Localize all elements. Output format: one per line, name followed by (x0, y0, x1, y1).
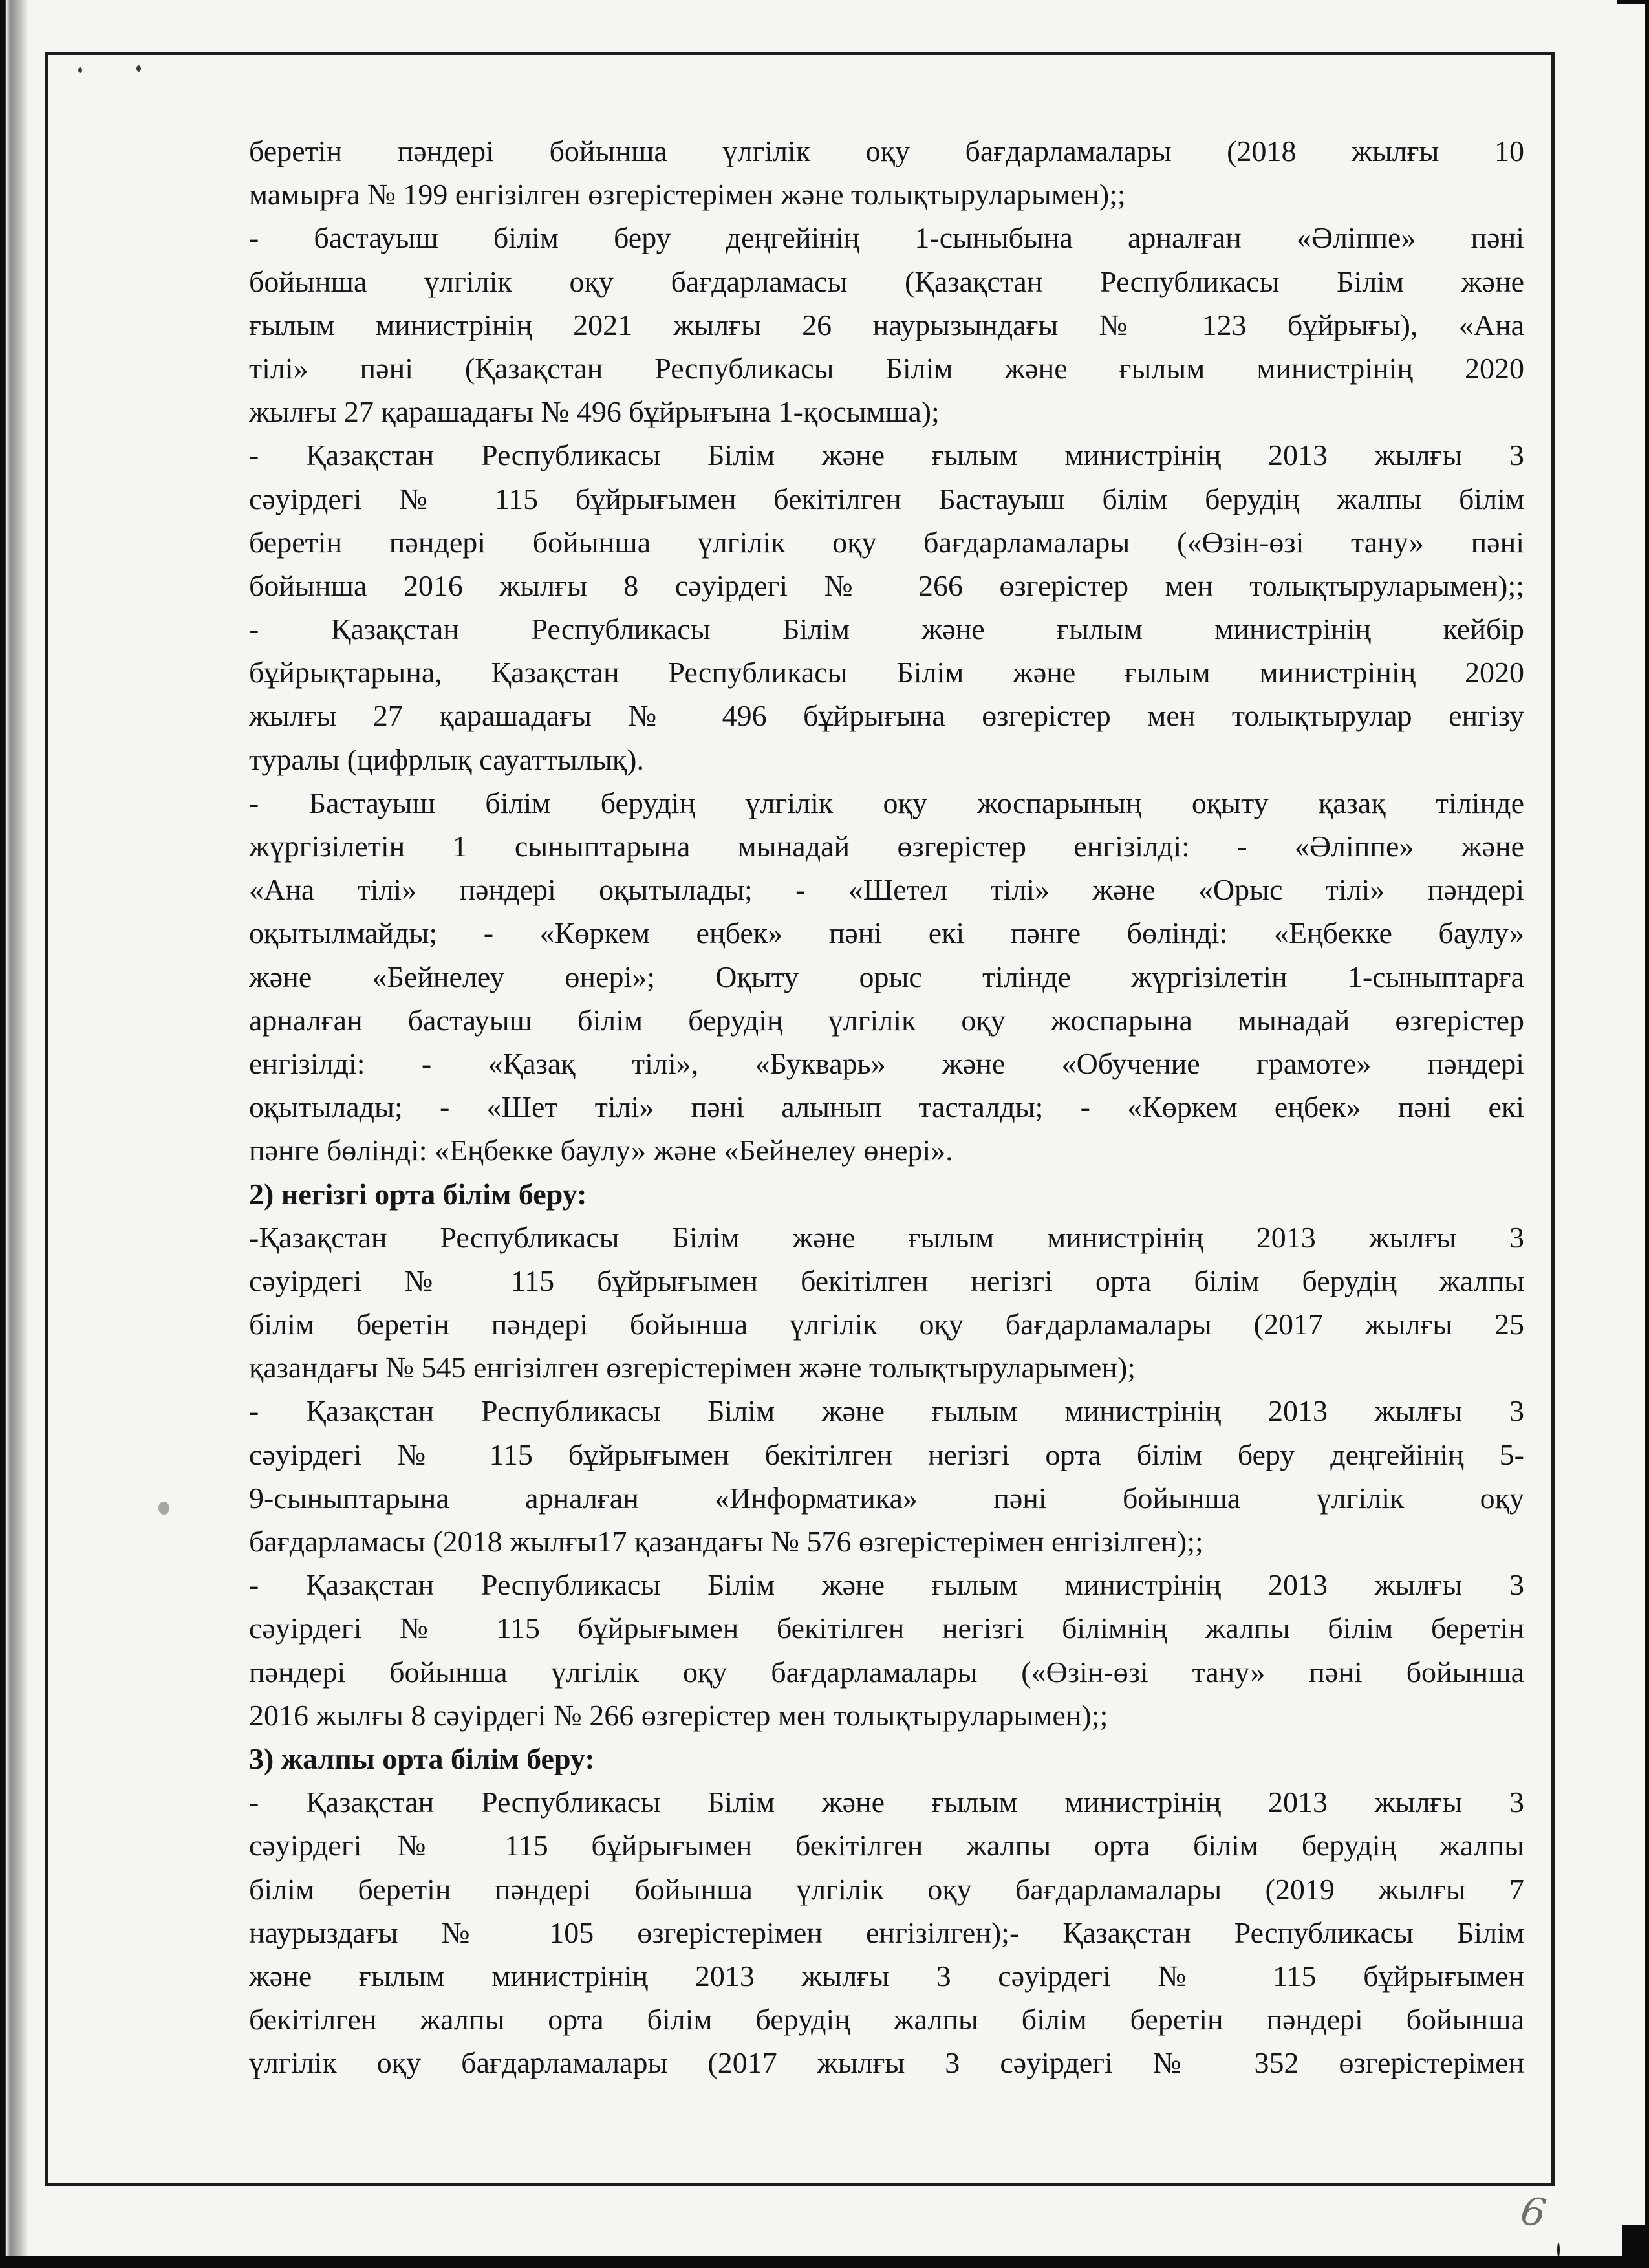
text-line: «Ана тілі» пәндері оқытылады; - «Шетел тілі» және «Орыс тілі» пәндері (249, 873, 1524, 907)
scan-edge-left (0, 0, 28, 2268)
text-line: 9-сыныптарына арналған «Информатика» пәні бойынша үлгілік оқу (249, 1481, 1524, 1515)
text-line: - Қазақстан Республикасы Білім және ғылым министрінің 2013 жылғы 3 (249, 1568, 1524, 1602)
text-line: - Қазақстан Республикасы Білім және ғылым министрінің 2013 жылғы 3 (249, 1786, 1524, 1819)
text-line: сәуірдегі № 115 бұйрығымен бекітілген Бастауыш білім берудің жалпы білім (249, 482, 1524, 515)
text-line: бекітілген жалпы орта білім берудің жалпы білім беретін пәндері бойынша (249, 2003, 1524, 2036)
text-line: туралы (цифрлық сауаттылық). (249, 742, 644, 776)
text-line: бұйрықтарына, Қазақстан Республикасы Білім және ғылым министрінің 2020 (249, 656, 1524, 689)
text-line: наурыздағы № 105 өзгерістерімен енгізілген);- Қазақстан Республикасы Білім (249, 1916, 1524, 1949)
text-line: сәуірдегі № 115 бұйрығымен бекітілген негізгі орта білім берудің жалпы (249, 1264, 1524, 1297)
text-line: 2) негізгі орта білім беру: (249, 1177, 587, 1211)
text-line: және ғылым министрінің 2013 жылғы 3 сәуірдегі № 115 бұйрығымен (249, 1959, 1524, 1993)
document-text-block (249, 129, 1524, 2084)
text-line: беретін пәндері бойынша үлгілік оқу бағдарламалары («Өзін-өзі тану» пәні (249, 525, 1524, 559)
text-line: пәндері бойынша үлгілік оқу бағдарламалары («Өзін-өзі тану» пәні бойынша (249, 1655, 1524, 1689)
scan-speck (78, 67, 82, 73)
text-line: бағдарламасы (2018 жылғы17 қазандағы № 576 өзгерістерімен енгізілген);; (249, 1525, 1203, 1558)
text-line: -Қазақстан Республикасы Білім және ғылым министрінің 2013 жылғы 3 (249, 1220, 1524, 1254)
text-line: сәуірдегі№ 115 бұйрығымен бекітілген жалпы орта білім берудің жалпы (249, 1829, 1524, 1863)
text-line: - Бастауыш білім берудің үлгілік оқу жоспарының оқыту қазақ тілінде (249, 786, 1524, 819)
text-line: арналған бастауыш білім берудің үлгілік оқу жоспарына мынадай өзгерістер (249, 1003, 1524, 1037)
text-line: бойынша үлгілік оқу бағдарламасы (Қазақстан Республикасы Білім және (249, 265, 1524, 298)
scan-smudge (158, 1502, 169, 1515)
scan-speck (1557, 2243, 1560, 2257)
scan-edge-bottom-right-corner (1622, 2225, 1649, 2268)
text-line: бойынша 2016 жылғы 8 сәуірдегі № 266 өзгерістер мен толықтыруларымен);; (249, 568, 1524, 602)
text-line: сәуірдегі № 115 бұйрығымен бекітілген негізгі білімнің жалпы білім беретін (249, 1612, 1524, 1645)
text-line: жүргізілетін 1 сыныптарына мынадай өзгерістер енгізілді: - «Әліппе» және (249, 830, 1524, 863)
text-line: сәуірдегі № 115 бұйрығымен бекітілген негізгі орта білім беру деңгейінің 5- (249, 1438, 1524, 1471)
scan-speck (136, 65, 141, 72)
scan-edge-bottom (0, 2256, 1649, 2268)
text-line: мамырға № 199 енгізілген өзгерістерімен және толықтыруларымен);; (249, 178, 1126, 211)
text-line: тілі» пәні (Қазақстан Республикасы Білім және ғылым министрінің 2020 (249, 351, 1524, 385)
text-line: - бастауыш білім беру деңгейінің 1-сыныбына арналған «Әліппе» пәні (249, 221, 1524, 255)
handwritten-page-number: 6 (1517, 2188, 1549, 2237)
text-line: үлгілік оқу бағдарламалары (2017 жылғы 3 сәуірдегі № 352 өзгерістерімен (249, 2046, 1524, 2080)
text-line: - Қазақстан Республикасы Білім және ғылым министрінің 2013 жылғы 3 (249, 438, 1524, 472)
scan-edge-top-right (1617, 0, 1649, 4)
text-line: және «Бейнелеу өнері»; Оқыту орыс тілінде жүргізілетін 1-сыныптарға (249, 960, 1524, 993)
text-line: 3) жалпы орта білім беру: (249, 1742, 595, 1775)
text-line: жылғы 27 қарашадағы № 496 бұйрығына өзгерістер мен толықтырулар енгізу (249, 699, 1524, 733)
text-line: 2016 жылғы 8 сәуірдегі № 266 өзгерістер мен толықтыруларымен);; (249, 1698, 1108, 1732)
text-line: ғылым министрінің 2021 жылғы 26 наурызындағы № 123 бұйрығы), «Ана (249, 308, 1524, 341)
text-line: пәнге бөлінді: «Еңбекке баулу» және «Бейнелеу өнері». (249, 1134, 953, 1167)
text-line: енгізілді: - «Қазақ тілі», «Букварь» және «Обучение грамоте» пәндері (249, 1046, 1524, 1080)
text-line: - Қазақстан Республикасы Білім және ғылым министрінің кейбір (249, 612, 1524, 646)
scan-edge-right (1645, 0, 1649, 2268)
text-line: білім беретін пәндері бойынша үлгілік оқу бағдарламалары (2019 жылғы 7 (249, 1872, 1524, 1906)
text-line: оқытылады; - «Шет тілі» пәні алынып тасталды; - «Көркем еңбек» пәні екі (249, 1090, 1524, 1124)
text-line: беретін пәндері бойынша үлгілік оқу бағдарламалары (2018 жылғы 10 (249, 135, 1524, 167)
text-line: жылғы 27 қарашадағы № 496 бұйрығына 1-қосымша); (249, 395, 940, 429)
text-line: қазандағы № 545 енгізілген өзгерістерімен және толықтыруларымен); (249, 1351, 1136, 1385)
text-line: оқытылмайды; - «Көркем еңбек» пәні екі пәнге бөлінді: «Еңбекке баулу» (249, 916, 1524, 950)
text-line: білім беретін пәндері бойынша үлгілік оқу бағдарламалары (2017 жылғы 25 (249, 1308, 1524, 1341)
text-line: - Қазақстан Республикасы Білім және ғылым министрінің 2013 жылғы 3 (249, 1394, 1524, 1428)
